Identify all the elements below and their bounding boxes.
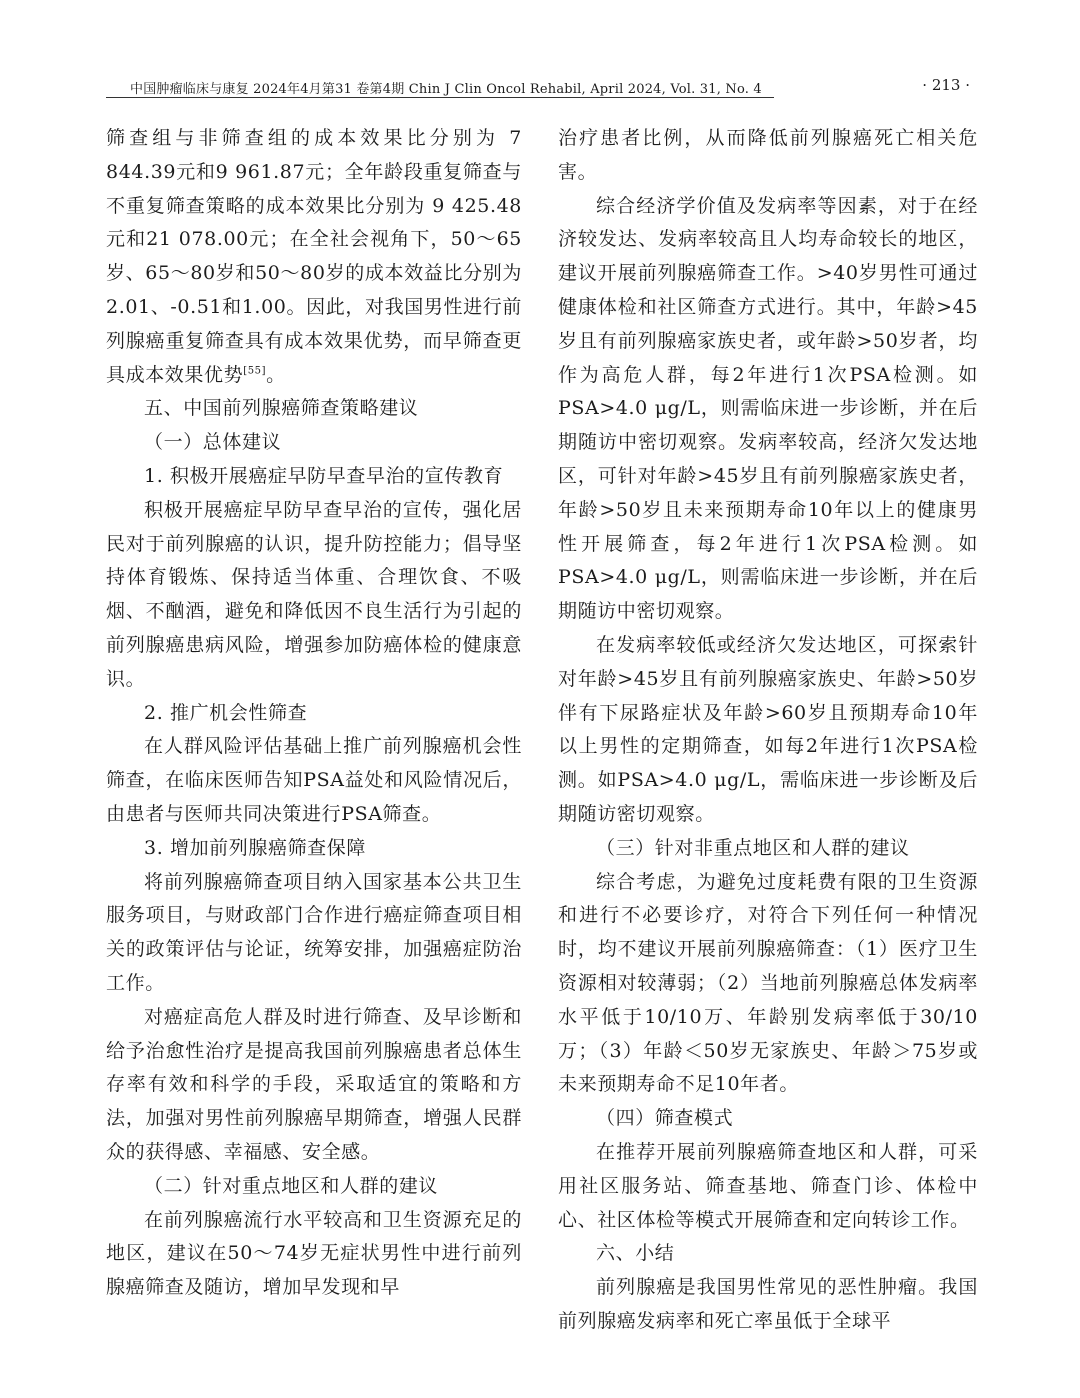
subsection-heading-key-areas: （二）针对重点地区和人群的建议 [144, 1174, 439, 1197]
paragraph: 在推荐开展前列腺癌筛查地区和人群，可采用社区服务站、筛查基地、筛查门诊、体检中心、社区体检等模式开展筛查和定向转诊工作。 [558, 1140, 978, 1231]
paragraph-continued: 治疗患者比例，从而降低前列腺癌死亡相关危害。 [558, 127, 978, 183]
subsection-heading-general: （一）总体建议 [144, 431, 282, 454]
right-column [558, 122, 978, 1339]
citation-ref: [55] [243, 365, 267, 377]
paragraph: 在前列腺癌流行水平较高和卫生资源充足的地区，建议在50～74岁无症状男性中进行前列腺癌筛查及随访，增加早发现和早 [106, 1208, 522, 1299]
item-heading-3: 3. 增加前列腺癌筛查保障 [144, 836, 366, 859]
journal-citation: 中国肿瘤临床与康复 2024年4月第31 卷第4期 Chin J Clin Oncol Rehabil, April 2024, Vol. 31, No. 4 [130, 82, 762, 97]
item-heading-2: 2. 推广机会性筛查 [144, 701, 308, 724]
paragraph: 综合经济学价值及发病率等因素，对于在经济较发达、发病率较高且人均寿命较长的地区，建议开展前列腺癌筛查工作。>40岁男性可通过健康体检和社区筛查方式进行。其中，年龄>45岁且有前列腺癌家族史者，或年龄>50岁者，均作为高危人群，每2年进行1次PSA检测。如PSA>4.0 μg/L，则需临床进一步诊断，并在后期随访中密切观察。发病率较高，经济欠发达地区，可针对年龄>45岁且有前列腺癌家族史者，年龄>50岁且未来预期寿命10年以上的健康男性开展筛查，每2年进行1次PSA检测。如PSA>4.0 μg/L，则需临床进一步诊断，并在后期随访中密切观察。 [558, 194, 978, 623]
paragraph: 将前列腺癌筛查项目纳入国家基本公共卫生服务项目，与财政部门合作进行癌症筛查项目相关的政策评估与论证，统筹安排，加强癌症防治工作。 [106, 870, 522, 994]
subsection-heading-non-key-areas: （三）针对非重点地区和人群的建议 [596, 836, 910, 859]
paragraph: 在人群风险评估基础上推广前列腺癌机会性筛查，在临床医师告知PSA益处和风险情况后，由患者与医师共同决策进行PSA筛查。 [106, 735, 522, 825]
paragraph: 综合考虑，为避免过度耗费有限的卫生资源和进行不必要诊疗，对符合下列任何一种情况时，均不建议开展前列腺癌筛查：（1）医疗卫生资源相对较薄弱；（2）当地前列腺癌总体发病率水平低于10/10万、年龄别发病率低于30/10万；（3）年龄＜50岁无家族史、年龄＞75岁或未来预期寿命不足10年者。 [558, 870, 978, 1096]
page-number: · 213 · [922, 76, 970, 94]
left-column [106, 122, 522, 1305]
paragraph: 对癌症高危人群及时进行筛查、及早诊断和给予治愈性治疗是提高我国前列腺癌患者总体生存率有效和科学的手段，采取适宜的策略和方法，加强对男性前列腺癌早期筛查，增强人民群众的获得感、幸福感、安全感。 [106, 1005, 522, 1163]
section-heading-5: 五、中国前列腺癌筛查策略建议 [144, 397, 419, 420]
paragraph: 前列腺癌是我国男性常见的恶性肿瘤。我国前列腺癌发病率和死亡率虽低于全球平 [558, 1276, 978, 1332]
paragraph: 积极开展癌症早防早查早治的宣传，强化居民对于前列腺癌的认识，提升防控能力；倡导坚持体育锻炼、保持适当体重、合理饮食、不吸烟、不酗酒，避免和降低因不良生活行为引起的前列腺癌患病风险，增强参加防癌体检的健康意识。 [106, 498, 522, 690]
header-rule [106, 97, 774, 98]
paragraph: 在发病率较低或经济欠发达地区，可探索针对年龄>45岁且有前列腺癌家族史、年龄>50岁伴有下尿路症状及年龄>60岁且预期寿命10年以上男性的定期筛查，如每2年进行1次PSA检测。如PSA>4.0 μg/L，需临床进一步诊断及后期随访密切观察。 [558, 633, 978, 825]
item-heading-1: 1. 积极开展癌症早防早查早治的宣传教育 [144, 464, 504, 487]
section-heading-6: 六、小结 [596, 1242, 675, 1265]
subsection-heading-screening-mode: （四）筛查模式 [596, 1107, 734, 1130]
paragraph-cost-effectiveness: 筛查组与非筛查组的成本效果比分别为 7 844.39元和9 961.87元；全年龄段重复筛查与不重复筛查策略的成本效果比分别为 9 425.48元和21 078.00元；在全社会视角下，50～65岁、65～80岁和50～80岁的成本效益比分别为2.01、-0.51和1.00。因此，对我国男性进行前列腺癌重复筛查具有成本效果优势，而早筛查更具成本效果优势[55]。 [106, 127, 522, 386]
